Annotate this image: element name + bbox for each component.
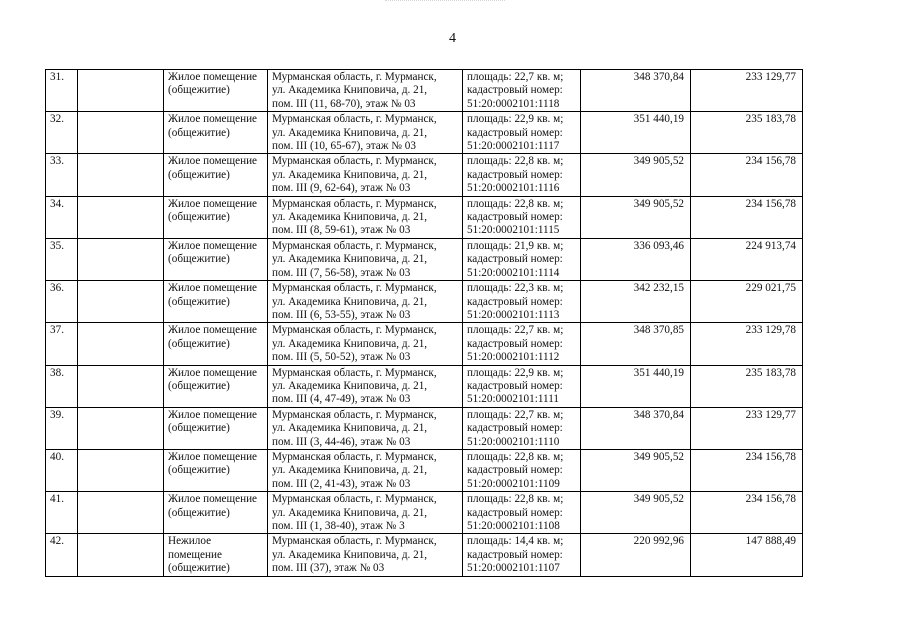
row-number: 35. — [50, 239, 64, 252]
area-line: 51:20:0002101:1113 — [467, 308, 560, 321]
area-cadastral-cell — [463, 281, 581, 323]
address-cell — [268, 492, 463, 534]
address-line: ул. Академика Книповича, д. 21, — [272, 295, 428, 308]
address-cell — [268, 449, 463, 491]
object-name-line: (общежитие) — [168, 253, 230, 266]
address-line: пом. III (11, 68-70), этаж № 03 — [272, 97, 416, 110]
area-cadastral-cell — [463, 323, 581, 365]
value-1: 348 370,84 — [633, 71, 684, 83]
object-name-line: (общежитие) — [168, 506, 230, 519]
area-line: 51:20:0002101:1116 — [467, 182, 560, 195]
empty-cell — [78, 534, 164, 577]
value-cell-1 — [581, 534, 691, 577]
area-line: 51:20:0002101:1108 — [467, 520, 560, 532]
row-number: 32. — [50, 113, 64, 126]
area-line: кадастровый номер: — [467, 548, 563, 561]
address-line: Мурманская область, г. Мурманск, — [272, 282, 437, 295]
area-line: площадь: 22,9 кв. м; — [467, 366, 564, 379]
object-name-line: Жилое помещение — [168, 197, 258, 210]
object-name-line: Жилое помещение — [168, 71, 258, 83]
table-row — [46, 281, 803, 323]
row-number-cell — [46, 70, 78, 112]
address-line: пом. III (2, 41-43), этаж № 03 — [272, 477, 411, 490]
area-line: 51:20:0002101:1115 — [467, 224, 560, 237]
address-line: Мурманская область, г. Мурманск, — [272, 324, 437, 337]
row-number: 33. — [50, 155, 64, 168]
property-table — [45, 69, 803, 577]
object-name-line: Жилое помещение — [168, 366, 258, 379]
address-cell — [268, 534, 463, 577]
area-cadastral-cell — [463, 238, 581, 280]
object-name-cell — [164, 492, 268, 534]
value-cell-2 — [691, 70, 803, 112]
value-cell-2 — [691, 449, 803, 491]
empty-cell — [78, 492, 164, 534]
value-cell-1 — [581, 449, 691, 491]
address-line: пом. III (37), этаж № 03 — [272, 562, 385, 575]
row-number-cell — [46, 534, 78, 577]
row-number-cell — [46, 154, 78, 196]
area-cadastral-cell — [463, 365, 581, 407]
empty-cell — [78, 323, 164, 365]
row-number-cell — [46, 238, 78, 280]
table-row — [46, 196, 803, 238]
value-2: 234 156,78 — [745, 450, 796, 463]
address-line: пом. III (3, 44-46), этаж № 03 — [272, 435, 411, 448]
value-cell-2 — [691, 407, 803, 449]
area-cadastral-cell — [463, 70, 581, 112]
value-1: 348 370,85 — [633, 324, 684, 337]
object-name-cell — [164, 112, 268, 154]
address-line: ул. Академика Книповича, д. 21, — [272, 253, 428, 266]
value-cell-1 — [581, 323, 691, 365]
area-line: кадастровый номер: — [467, 422, 563, 435]
address-line: пом. III (4, 47-49), этаж № 03 — [272, 393, 411, 406]
object-name-line: Жилое помещение — [168, 239, 258, 252]
value-2: 229 021,75 — [745, 282, 796, 295]
value-cell-1 — [581, 492, 691, 534]
area-line: площадь: 22,8 кв. м; — [467, 197, 564, 210]
value-cell-2 — [691, 112, 803, 154]
scan-artifact — [385, 0, 505, 9]
area-line: площадь: 21,9 кв. м; — [467, 239, 564, 252]
empty-cell — [78, 449, 164, 491]
value-1: 220 992,96 — [633, 535, 684, 548]
address-line: Мурманская область, г. Мурманск, — [272, 155, 437, 168]
row-number: 40. — [50, 450, 64, 463]
value-cell-2 — [691, 534, 803, 577]
value-cell-2 — [691, 365, 803, 407]
value-cell-1 — [581, 365, 691, 407]
area-line: 51:20:0002101:1118 — [467, 97, 560, 110]
object-name-line: Нежилое — [168, 535, 212, 548]
table-row — [46, 534, 803, 577]
address-cell — [268, 365, 463, 407]
address-line: ул. Академика Книповича, д. 21, — [272, 379, 428, 392]
row-number: 36. — [50, 282, 64, 295]
area-cadastral-cell — [463, 154, 581, 196]
object-name-line: Жилое помещение — [168, 493, 258, 506]
row-number: 42. — [50, 535, 64, 548]
area-cadastral-cell — [463, 534, 581, 577]
empty-cell — [78, 238, 164, 280]
address-cell — [268, 112, 463, 154]
address-line: пом. III (1, 38-40), этаж № 3 — [272, 520, 405, 532]
value-1: 342 232,15 — [633, 282, 684, 295]
object-name-cell — [164, 154, 268, 196]
row-number: 37. — [50, 324, 64, 337]
address-line: ул. Академика Книповича, д. 21, — [272, 168, 428, 181]
area-cadastral-cell — [463, 492, 581, 534]
address-cell — [268, 407, 463, 449]
area-line: 51:20:0002101:1110 — [467, 435, 560, 448]
value-1: 348 370,84 — [633, 408, 684, 421]
address-cell — [268, 154, 463, 196]
area-line: кадастровый номер: — [467, 379, 563, 392]
value-cell-1 — [581, 407, 691, 449]
address-line: Мурманская область, г. Мурманск, — [272, 71, 437, 83]
area-line: 51:20:0002101:1109 — [467, 477, 560, 490]
object-name-cell — [164, 281, 268, 323]
address-line: пом. III (6, 53-55), этаж № 03 — [272, 308, 411, 321]
address-line: Мурманская область, г. Мурманск, — [272, 535, 437, 548]
table-row — [46, 238, 803, 280]
area-line: 51:20:0002101:1111 — [467, 393, 559, 406]
empty-cell — [78, 281, 164, 323]
row-number-cell — [46, 323, 78, 365]
table-row — [46, 449, 803, 491]
value-2: 147 888,49 — [745, 535, 796, 548]
value-2: 233 129,77 — [745, 71, 796, 83]
address-cell — [268, 323, 463, 365]
empty-cell — [78, 365, 164, 407]
object-name-line: (общежитие) — [168, 422, 230, 435]
row-number-cell — [46, 407, 78, 449]
row-number-cell — [46, 112, 78, 154]
table-row — [46, 70, 803, 112]
empty-cell — [78, 407, 164, 449]
row-number-cell — [46, 365, 78, 407]
empty-cell — [78, 70, 164, 112]
object-name-cell — [164, 70, 268, 112]
value-cell-1 — [581, 238, 691, 280]
value-1: 349 905,52 — [633, 450, 684, 463]
row-number: 39. — [50, 408, 64, 421]
area-line: кадастровый номер: — [467, 84, 563, 97]
area-line: кадастровый номер: — [467, 295, 563, 308]
area-line: площадь: 14,4 кв. м; — [467, 535, 564, 548]
value-1: 351 440,19 — [633, 113, 684, 126]
object-name-line: Жилое помещение — [168, 282, 258, 295]
area-cadastral-cell — [463, 407, 581, 449]
object-name-line: (общежитие) — [168, 562, 230, 575]
area-line: кадастровый номер: — [467, 506, 563, 519]
address-cell — [268, 196, 463, 238]
area-line: 51:20:0002101:1117 — [467, 140, 560, 153]
value-2: 234 156,78 — [745, 493, 796, 506]
value-cell-2 — [691, 281, 803, 323]
value-2: 234 156,78 — [745, 197, 796, 210]
address-line: ул. Академика Книповича, д. 21, — [272, 464, 428, 477]
address-cell — [268, 281, 463, 323]
area-line: площадь: 22,7 кв. м; — [467, 408, 564, 421]
row-number: 34. — [50, 197, 64, 210]
address-cell — [268, 70, 463, 112]
address-line: Мурманская область, г. Мурманск, — [272, 408, 437, 421]
row-number-cell — [46, 196, 78, 238]
object-name-line: (общежитие) — [168, 84, 230, 97]
address-line: ул. Академика Книповича, д. 21, — [272, 126, 428, 139]
area-cadastral-cell — [463, 449, 581, 491]
object-name-line: (общежитие) — [168, 211, 230, 224]
table-row — [46, 323, 803, 365]
value-cell-2 — [691, 492, 803, 534]
address-line: Мурманская область, г. Мурманск, — [272, 239, 437, 252]
area-line: 51:20:0002101:1112 — [467, 351, 560, 364]
table-row — [46, 365, 803, 407]
row-number: 38. — [50, 366, 64, 379]
value-cell-2 — [691, 154, 803, 196]
area-line: кадастровый номер: — [467, 464, 563, 477]
object-name-cell — [164, 323, 268, 365]
object-name-line: Жилое помещение — [168, 324, 258, 337]
value-2: 235 183,78 — [745, 113, 796, 126]
value-2: 224 913,74 — [745, 239, 796, 252]
area-line: площадь: 22,3 кв. м; — [467, 282, 564, 295]
object-name-cell — [164, 534, 268, 577]
address-line: пом. III (7, 56-58), этаж № 03 — [272, 266, 411, 279]
area-line: 51:20:0002101:1107 — [467, 562, 560, 575]
table-row — [46, 154, 803, 196]
address-line: пом. III (5, 50-52), этаж № 03 — [272, 351, 411, 364]
table-body — [46, 70, 803, 577]
object-name-line: помещение — [168, 548, 222, 561]
value-cell-2 — [691, 196, 803, 238]
object-name-line: (общежитие) — [168, 126, 230, 139]
value-1: 349 905,52 — [633, 197, 684, 210]
area-line: кадастровый номер: — [467, 211, 563, 224]
value-1: 351 440,19 — [633, 366, 684, 379]
empty-cell — [78, 196, 164, 238]
value-cell-2 — [691, 323, 803, 365]
value-2: 233 129,78 — [745, 324, 796, 337]
area-line: 51:20:0002101:1114 — [467, 266, 560, 279]
object-name-line: (общежитие) — [168, 379, 230, 392]
address-line: ул. Академика Книповича, д. 21, — [272, 84, 428, 97]
value-cell-1 — [581, 196, 691, 238]
address-cell — [268, 238, 463, 280]
object-name-line: Жилое помещение — [168, 450, 258, 463]
value-2: 235 183,78 — [745, 366, 796, 379]
address-line: Мурманская область, г. Мурманск, — [272, 450, 437, 463]
area-line: площадь: 22,7 кв. м; — [467, 71, 564, 83]
value-cell-1 — [581, 281, 691, 323]
area-line: площадь: 22,8 кв. м; — [467, 155, 564, 168]
address-line: Мурманская область, г. Мурманск, — [272, 493, 437, 506]
address-line: пом. III (10, 65-67), этаж № 03 — [272, 140, 416, 153]
row-number: 31. — [50, 71, 64, 83]
row-number: 41. — [50, 493, 64, 506]
area-cadastral-cell — [463, 112, 581, 154]
value-1: 349 905,52 — [633, 155, 684, 168]
value-cell-1 — [581, 112, 691, 154]
address-line: Мурманская область, г. Мурманск, — [272, 113, 437, 126]
table-row — [46, 407, 803, 449]
area-cadastral-cell — [463, 196, 581, 238]
address-line: пом. III (8, 59-61), этаж № 03 — [272, 224, 411, 237]
area-line: площадь: 22,8 кв. м; — [467, 493, 564, 506]
page-number: 4 — [449, 31, 456, 46]
object-name-line: Жилое помещение — [168, 155, 258, 168]
address-line: пом. III (9, 62-64), этаж № 03 — [272, 182, 411, 195]
value-2: 233 129,77 — [745, 408, 796, 421]
object-name-cell — [164, 407, 268, 449]
object-name-line: (общежитие) — [168, 464, 230, 477]
empty-cell — [78, 154, 164, 196]
table-row — [46, 492, 803, 534]
object-name-line: (общежитие) — [168, 295, 230, 308]
row-number-cell — [46, 492, 78, 534]
object-name-line: Жилое помещение — [168, 113, 258, 126]
value-1: 349 905,52 — [633, 493, 684, 506]
table-row — [46, 112, 803, 154]
row-number-cell — [46, 281, 78, 323]
address-line: ул. Академика Книповича, д. 21, — [272, 337, 428, 350]
address-line: ул. Академика Книповича, д. 21, — [272, 506, 428, 519]
object-name-cell — [164, 365, 268, 407]
area-line: кадастровый номер: — [467, 337, 563, 350]
address-line: ул. Академика Книповича, д. 21, — [272, 211, 428, 224]
object-name-line: (общежитие) — [168, 337, 230, 350]
value-cell-2 — [691, 238, 803, 280]
address-line: Мурманская область, г. Мурманск, — [272, 366, 437, 379]
value-cell-1 — [581, 154, 691, 196]
value-2: 234 156,78 — [745, 155, 796, 168]
area-line: площадь: 22,9 кв. м; — [467, 113, 564, 126]
address-line: ул. Академика Книповича, д. 21, — [272, 422, 428, 435]
address-line: Мурманская область, г. Мурманск, — [272, 197, 437, 210]
object-name-cell — [164, 238, 268, 280]
address-line: ул. Академика Книповича, д. 21, — [272, 548, 428, 561]
area-line: кадастровый номер: — [467, 253, 563, 266]
area-line: площадь: 22,8 кв. м; — [467, 450, 564, 463]
object-name-cell — [164, 196, 268, 238]
area-line: площадь: 22,7 кв. м; — [467, 324, 564, 337]
area-line: кадастровый номер: — [467, 126, 563, 139]
object-name-line: Жилое помещение — [168, 408, 258, 421]
value-cell-1 — [581, 70, 691, 112]
value-1: 336 093,46 — [633, 239, 684, 252]
area-line: кадастровый номер: — [467, 168, 563, 181]
object-name-cell — [164, 449, 268, 491]
row-number-cell — [46, 449, 78, 491]
object-name-line: (общежитие) — [168, 168, 230, 181]
empty-cell — [78, 112, 164, 154]
